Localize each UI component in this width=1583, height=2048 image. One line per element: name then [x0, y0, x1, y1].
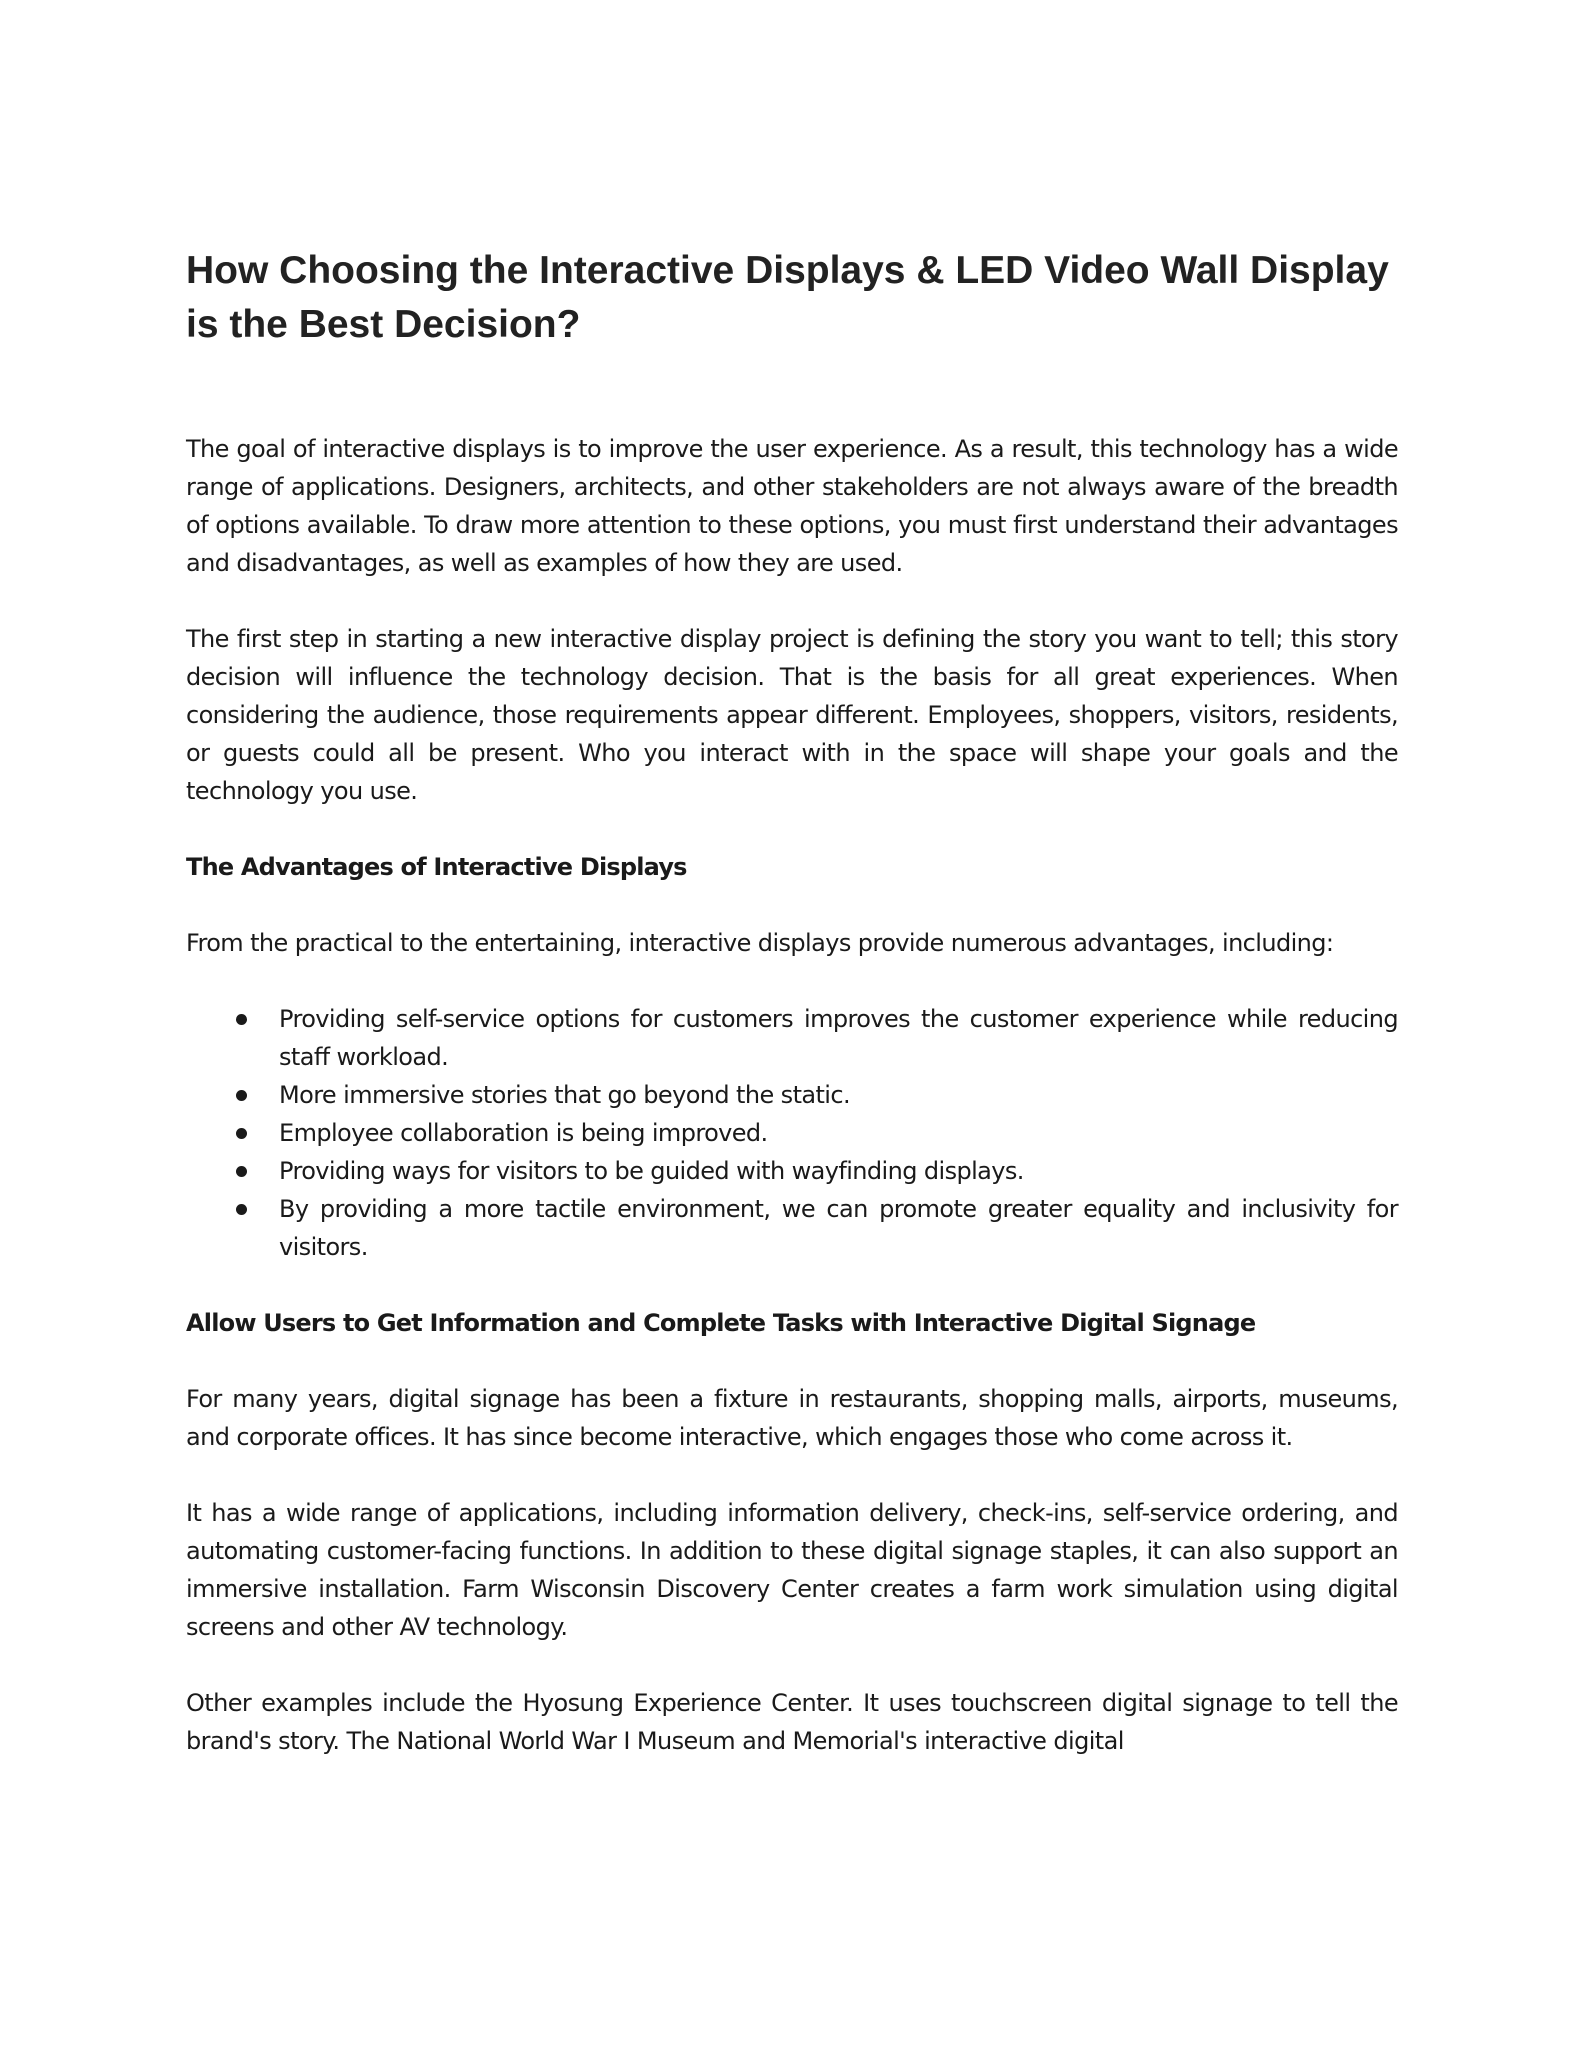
list-item-text: Providing ways for visitors to be guided with wayfinding displays.: [279, 1157, 1024, 1185]
list-item-text: Employee collaboration is being improved.: [279, 1119, 768, 1147]
signage-paragraph: For many years, digital signage has been a fixture in restaurants, shopping malls, airports, museums, and corporate offices. It has since become interactive, which engages those who come across it.: [186, 1385, 1398, 1451]
signage-paragraph: It has a wide range of applications, including information delivery, check-ins, self-service ordering, and automating customer-facing functions. In addition to these digital signage staples, it can also support an immersive installation. Farm Wisconsin Discovery Center creates a farm work simulation using digital screens and other AV technology.: [186, 1499, 1398, 1641]
advantages-lead: From the practical to the entertaining, interactive displays provide numerous advantages, including:: [186, 929, 1334, 957]
intro-paragraph: The first step in starting a new interactive display project is defining the story you want to tell; this story decision will influence the technology decision. That is the basis for all great experiences. When considering the audience, those requirements appear different. Employees, shoppers, visitors, residents, or guests could all be present. Who you interact with in the space will shape your goals and the technology you use.: [186, 625, 1398, 805]
list-item: [186, 1190, 1398, 1266]
document-title: How Choosing the Interactive Displays & LED Video Wall Display is the Best Decision?: [186, 249, 1389, 346]
signage-paragraph: Other examples include the Hyosung Experience Center. It uses touchscreen digital signage to tell the brand's story. The National World War I Museum and Memorial's interactive digital: [186, 1689, 1398, 1755]
list-item: [186, 1152, 1398, 1190]
bullet-icon: [236, 1128, 247, 1139]
list-item: [186, 1000, 1398, 1076]
bullet-icon: [236, 1204, 247, 1215]
bullet-icon: [236, 1014, 247, 1025]
bullet-icon: [236, 1166, 247, 1177]
intro-paragraph: The goal of interactive displays is to improve the user experience. As a result, this technology has a wide range of applications. Designers, architects, and other stakeholders are not always aware of the breadth of options available. To draw more attention to these options, you must first understand their advantages and disadvantages, as well as examples of how they are used.: [186, 435, 1398, 577]
advantages-heading: The Advantages of Interactive Displays: [186, 853, 687, 881]
document-page: [186, 244, 1398, 1798]
list-item: [186, 1114, 1398, 1152]
signage-heading: Allow Users to Get Information and Complete Tasks with Interactive Digital Signage: [186, 1309, 1256, 1337]
list-item-text: More immersive stories that go beyond the static.: [279, 1081, 850, 1109]
list-item: [186, 1076, 1398, 1114]
advantages-list: [186, 1000, 1398, 1266]
list-item-text: By providing a more tactile environment, we can promote greater equality and inclusivity for visitors.: [279, 1195, 1398, 1261]
bullet-icon: [236, 1090, 247, 1101]
list-item-text: Providing self-service options for customers improves the customer experience while reducing staff workload.: [279, 1005, 1398, 1071]
